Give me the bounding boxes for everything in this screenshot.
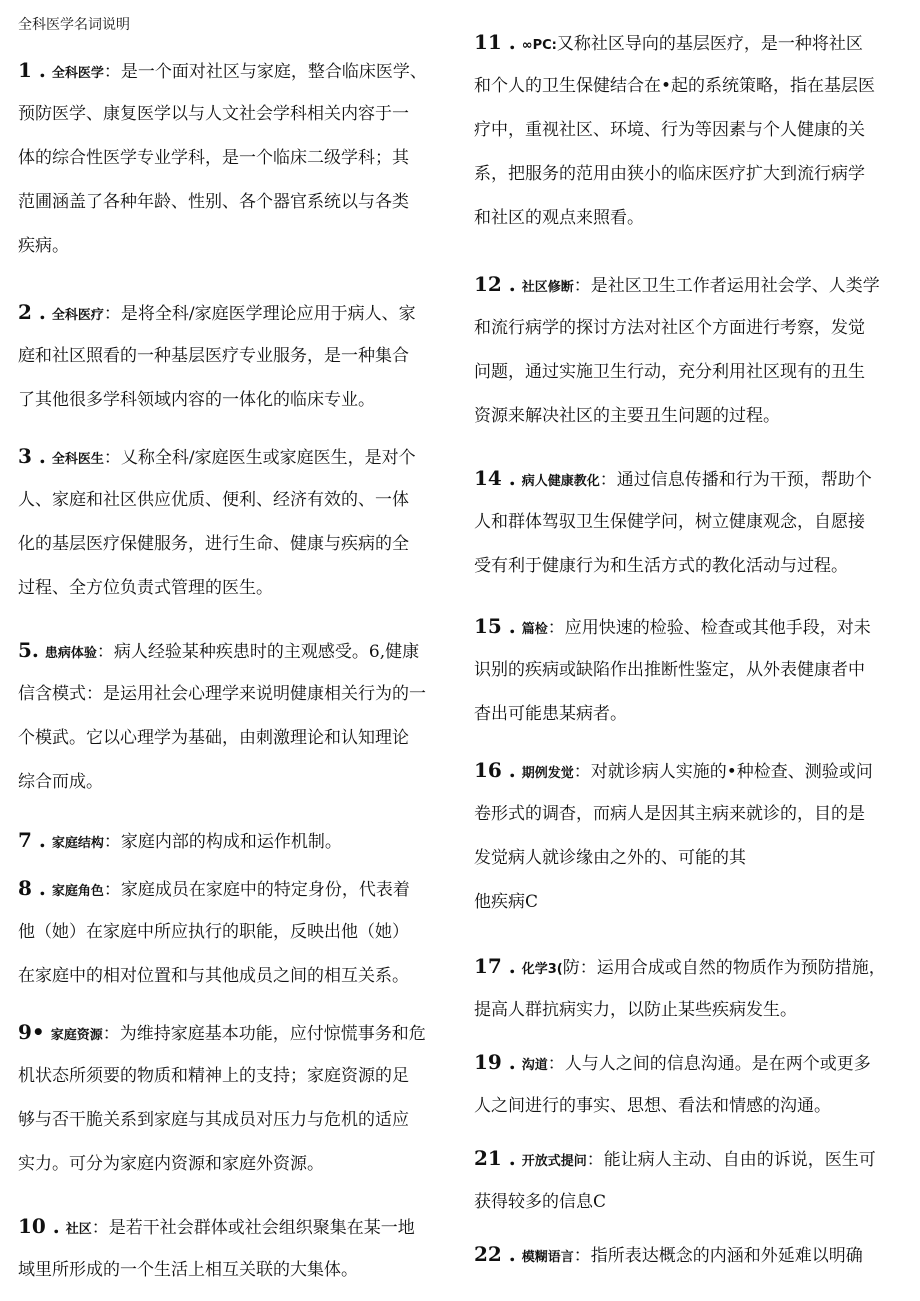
entry-line: 疗中，重视社区、环境、行为等因素与个人健康的关: [474, 120, 865, 140]
entry-definition: ：病人经验某种疾患时的主观感受。6,健康: [96, 642, 420, 662]
entry-number: 3 .: [18, 444, 46, 468]
entry-line: 他（她）在家庭中所应执行的职能，反映出他（她）: [18, 922, 409, 942]
entry-term: 家庭角色: [51, 884, 104, 899]
entry-term: 社区修断: [521, 280, 574, 295]
entry-line: 和个人的卫生保健结合在•起的系统策略，指在基层医: [474, 76, 876, 96]
entry-line: 域里所形成的一个生活上相互关联的大集体。: [18, 1260, 358, 1280]
term-entry: [18, 1204, 448, 1292]
term-entry: [18, 1010, 448, 1186]
entry-number: 11 .: [474, 30, 516, 54]
entry-line: 人、家庭和社区供应优质、便利、经济有效的、一体: [18, 490, 409, 510]
entry-line: 他疾病C: [474, 892, 539, 912]
entry-line: 个模武。它以心理学为基础，由刺激理论和认知理论: [18, 728, 409, 748]
term-entry: [474, 262, 906, 438]
entry-line: 和社区的观点来照看。: [474, 208, 644, 228]
entry-line: [18, 434, 448, 478]
entry-number: 8 .: [18, 876, 46, 900]
entry-line: [474, 1040, 906, 1084]
entry-number: 10 .: [18, 1214, 60, 1238]
entry-number: 5.: [18, 638, 39, 662]
entry-line: 综合而成。: [18, 772, 103, 792]
entry-line: [18, 290, 448, 334]
term-entry: [474, 1136, 906, 1224]
entry-line: 和流行病学的探讨方法对社区个方面进行考察，发觉: [474, 318, 865, 338]
entry-number: 19 .: [474, 1050, 516, 1074]
entry-definition: ：是若干社会群体或社会组织聚集在某一地: [91, 1218, 415, 1238]
entry-line: [474, 604, 906, 648]
entry-line: 机状态所须要的物质和精神上的支持；家庭资源的足: [18, 1066, 409, 1086]
entry-term: 患病体验: [44, 646, 97, 661]
entry-line: 人和群体驾驭卫生保健学问，树立健康观念，自愿接: [474, 512, 865, 532]
entry-line: [474, 456, 906, 500]
term-entry: [474, 1040, 906, 1128]
entry-line: [18, 1010, 448, 1054]
entry-term: 篇检: [521, 622, 548, 637]
entry-line: [18, 48, 448, 92]
entry-definition: 防：运用合成或自然的物质作为预防措施，: [562, 958, 886, 978]
entry-line: 杳出可能患某病者。: [474, 704, 627, 724]
entry-line: [474, 262, 906, 306]
entry-term: 全科医生: [51, 452, 104, 467]
entry-term: 社区: [65, 1222, 92, 1237]
entry-line: [474, 20, 906, 64]
term-entry: [474, 1232, 906, 1276]
entry-definition: ：家庭成员在家庭中的特定身份，代表着: [103, 880, 410, 900]
term-entry: [18, 290, 448, 422]
entry-line: 提高人群抗病实力，以防止某些疾病发生。: [474, 1000, 797, 1020]
entry-term: 化学3(: [521, 962, 563, 977]
entry-term: 模糊语言: [521, 1250, 574, 1265]
entry-line: 庭和社区照看的一种基层医疗专业服务，是一种集合: [18, 346, 409, 366]
entry-number: 2 .: [18, 300, 46, 324]
entry-line: 化的基层医疗保健服务，进行生命、健康与疾病的全: [18, 534, 409, 554]
term-entry: [474, 944, 906, 1032]
document-title: 全科医学名词说明: [18, 17, 130, 33]
entry-line: 信含模式：是运用社会心理学来说明健康相关行为的一: [18, 684, 426, 704]
entry-number: 15 .: [474, 614, 516, 638]
entry-definition: ：能让病人主动、自由的诉说，医生可: [586, 1150, 876, 1170]
entry-term: 全科医学: [51, 66, 104, 81]
entry-term: 家庭资源: [50, 1028, 103, 1043]
term-entry: [18, 628, 448, 804]
entry-definition: ：通过信息传播和行为干预，帮助个: [599, 470, 872, 490]
entry-number: 1 .: [18, 58, 46, 82]
entry-line: [474, 748, 906, 792]
entry-line: 问题，通过实施卫生行动，充分利用社区现有的丑生: [474, 362, 865, 382]
entry-definition: ：对就诊病人实施的•种检查、测验或问: [573, 762, 873, 782]
entry-line: 预防医学、康复医学以与人文社会学科相关内容于一: [18, 104, 409, 124]
entry-line: 范圃涵盖了各种年龄、性别、各个器官系统以与各类: [18, 192, 409, 212]
entry-line: [18, 1204, 448, 1248]
entry-number: 14 .: [474, 466, 516, 490]
entry-line: 资源来解决社区的主要丑生问题的过程。: [474, 406, 780, 426]
entry-line: 系，把服务的范用由狭小的临床医疗扩大到流行病学: [474, 164, 865, 184]
entry-number: 22 .: [474, 1242, 516, 1266]
entry-line: 人之间进行的事实、思想、看法和情感的沟通。: [474, 1096, 831, 1116]
entry-line: [474, 944, 906, 988]
entry-line: 了其他很多学科领域内容的一体化的临床专业。: [18, 390, 375, 410]
term-entry: [18, 434, 448, 610]
term-entry: [18, 866, 448, 998]
entry-number: 17 .: [474, 954, 516, 978]
entry-line: 体的综合性医学专业学科，是一个临床二级学科；其: [18, 148, 409, 168]
entry-line: [18, 866, 448, 910]
entry-line: [18, 818, 448, 862]
term-entry: [474, 20, 906, 240]
entry-term: 期例发觉: [521, 766, 574, 781]
entry-line: 发觉病人就诊缘由之外的、可能的其: [474, 848, 746, 868]
entry-term: 家庭结构: [51, 836, 104, 851]
entry-definition: ：指所表达概念的内涵和外延难以明确: [573, 1246, 863, 1266]
term-entry: [474, 748, 906, 924]
entry-line: 过程、全方位负责式管理的医生。: [18, 578, 273, 598]
entry-number: 21 .: [474, 1146, 516, 1170]
entry-line: 受有利于健康行为和生活方式的教化活动与过程。: [474, 556, 848, 576]
entry-definition: ：家庭内部的构成和运作机制。: [103, 832, 342, 852]
entry-line: [474, 1232, 906, 1276]
entry-definition: ：为维持家庭基本功能，应付惊慌事务和危: [102, 1024, 426, 1044]
entry-number: 16 .: [474, 758, 516, 782]
term-entry: [18, 48, 448, 268]
entry-number: 9•: [18, 1020, 45, 1044]
entry-definition: ：是社区卫生工作者运用社会学、人类学: [573, 276, 880, 296]
entry-term: ∞PC:: [521, 38, 557, 53]
entry-definition: ：人与人之间的信息沟通。是在两个或更多: [547, 1054, 871, 1074]
entry-line: 疾病。: [18, 236, 69, 256]
entry-line: 在家庭中的相对位置和与其他成员之间的相互关系。: [18, 966, 409, 986]
term-entry: [474, 604, 906, 736]
entry-line: 获得较多的信息C: [474, 1192, 607, 1212]
entry-line: 够与否干脆关系到家庭与其成员对压力与危机的适应: [18, 1110, 409, 1130]
entry-term: 病人健康教化: [521, 474, 600, 489]
entry-term: 全科医疗: [51, 308, 104, 323]
entry-line: [474, 1136, 906, 1180]
entry-line: 卷形式的调杳，而病人是因其主病来就诊的，目的是: [474, 804, 865, 824]
entry-number: 12 .: [474, 272, 516, 296]
entry-line: 识别的疾病或缺陷作出推断性鉴定，从外表健康者中: [474, 660, 865, 680]
entry-number: 7 .: [18, 828, 46, 852]
entry-term: 沟道: [521, 1058, 548, 1073]
term-entry: [474, 456, 906, 588]
entry-line: [18, 628, 448, 672]
entry-definition: ：是一个面对社区与家庭，整合临床医学、: [103, 62, 427, 82]
term-entry: [18, 818, 448, 862]
entry-definition: ：是将全科/家庭医学理论应用于病人、家: [103, 304, 416, 324]
entry-line: 实力。可分为家庭内资源和家庭外资源。: [18, 1154, 324, 1174]
entry-definition: 又称社区导向的基层医疗，是一种将社区: [556, 34, 863, 54]
entry-term: 开放式提问: [521, 1154, 587, 1169]
entry-definition: ：乂称全科/家庭医生或家庭医生，是对个: [103, 448, 416, 468]
entry-definition: ：应用快速的检验、检查或其他手段，对未: [547, 618, 871, 638]
